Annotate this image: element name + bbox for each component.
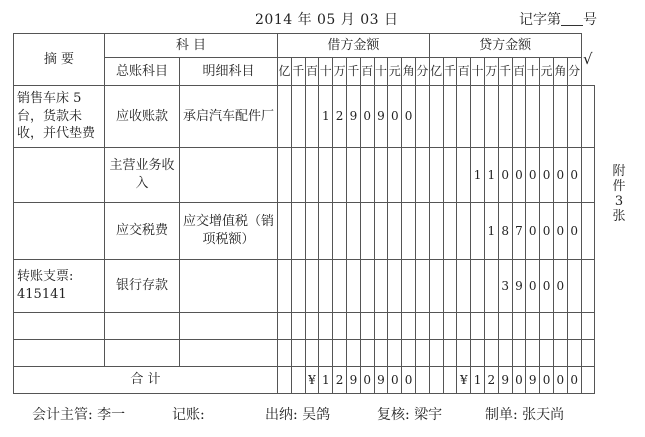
debit-digit-cell xyxy=(415,340,429,367)
debit-digit-cell xyxy=(374,340,388,367)
debit-digit-cell: 9 xyxy=(374,86,388,148)
credit-digit-cell xyxy=(443,148,457,203)
total-credit-digit: 9 xyxy=(526,367,540,394)
preparer-label: 制单: xyxy=(485,407,518,423)
credit-digit-cell xyxy=(443,203,457,260)
attachment-char-2: 件 xyxy=(612,179,626,194)
debit-digit-cell xyxy=(278,86,292,148)
debit-digit-cell xyxy=(360,203,374,260)
cashier-signature xyxy=(265,404,330,424)
total-debit-digit: 9 xyxy=(346,367,360,394)
credit-digit-cell xyxy=(498,86,512,148)
credit-digit-cell xyxy=(540,313,554,340)
debit-digit-cell xyxy=(346,260,360,313)
accountant-label: 会计主管: xyxy=(32,407,93,423)
entry-detail-ledger: 承启汽车配件厂 xyxy=(180,86,278,148)
debit-digit-cell xyxy=(291,340,305,367)
total-credit-digit: 9 xyxy=(498,367,512,394)
credit-digit-cell: 7 xyxy=(512,203,526,260)
entry-summary xyxy=(14,203,105,260)
credit-digit-cell xyxy=(526,340,540,367)
debit-digit-cell xyxy=(333,340,347,367)
preparer-name: 张天尚 xyxy=(522,407,565,423)
entry-row xyxy=(14,203,595,260)
debit-digit-cell xyxy=(374,260,388,313)
credit-digit-cell: 8 xyxy=(498,203,512,260)
total-credit-digit: 0 xyxy=(540,367,554,394)
debit-digit-cell xyxy=(346,203,360,260)
credit-digit-cell: 0 xyxy=(526,260,540,313)
debit-digit-cell xyxy=(278,148,292,203)
debit-digit-cell xyxy=(291,148,305,203)
bookkeeper-label: 记账: xyxy=(172,407,205,423)
credit-digit-cell xyxy=(429,340,443,367)
debit-digit-cell xyxy=(374,313,388,340)
credit-digit-cell xyxy=(443,340,457,367)
debit-digit-cell xyxy=(278,260,292,313)
debit-digit-cell xyxy=(319,340,333,367)
total-debit-digit: 0 xyxy=(388,367,402,394)
credit-digit-cell xyxy=(484,313,498,340)
total-credit-digit: ¥ xyxy=(457,367,471,394)
total-debit-digit: 2 xyxy=(333,367,347,394)
debit-digit-cell: 0 xyxy=(388,86,402,148)
debit-digit-header: 千 xyxy=(346,58,360,86)
reviewer-label: 复核: xyxy=(377,407,410,423)
credit-digit-cell xyxy=(443,86,457,148)
debit-digit-header: 万 xyxy=(333,58,347,86)
debit-digit-cell xyxy=(305,260,319,313)
credit-digit-cell xyxy=(553,340,567,367)
debit-digit-cell xyxy=(278,340,292,367)
reviewer-name: 梁宇 xyxy=(414,407,443,423)
debit-digit-cell xyxy=(305,340,319,367)
total-debit-digit: 1 xyxy=(319,367,333,394)
debit-digit-cell xyxy=(305,86,319,148)
check-mark: √ xyxy=(581,34,594,86)
total-credit-digit: 0 xyxy=(512,367,526,394)
total-debit-digit xyxy=(291,367,305,394)
debit-digit-cell xyxy=(291,86,305,148)
debit-digit-header: 分 xyxy=(415,58,429,86)
credit-digit-cell xyxy=(484,86,498,148)
credit-digit-cell: 0 xyxy=(540,203,554,260)
voucher-number xyxy=(519,9,597,29)
cashier-label: 出纳: xyxy=(265,407,298,423)
debit-digit-cell xyxy=(388,340,402,367)
bookkeeper-signature xyxy=(172,404,205,424)
header-debit: 借方金额 xyxy=(278,34,430,58)
total-credit-digit: 2 xyxy=(484,367,498,394)
total-debit-digit: ¥ xyxy=(305,367,319,394)
credit-digit-cell xyxy=(429,148,443,203)
credit-digit-cell xyxy=(553,86,567,148)
credit-digit-cell: 0 xyxy=(567,203,581,260)
header-detail-ledger: 明细科目 xyxy=(180,58,278,86)
debit-digit-cell xyxy=(319,148,333,203)
credit-digit-cell xyxy=(567,260,581,313)
debit-digit-cell xyxy=(333,313,347,340)
total-debit-digit xyxy=(278,367,292,394)
credit-digit-header: 万 xyxy=(484,58,498,86)
debit-digit-header: 百 xyxy=(360,58,374,86)
credit-digit-cell xyxy=(443,260,457,313)
debit-digit-header: 十 xyxy=(319,58,333,86)
debit-digit-header: 千 xyxy=(291,58,305,86)
credit-digit-header: 元 xyxy=(540,58,554,86)
credit-digit-header: 分 xyxy=(567,58,581,86)
debit-digit-header: 元 xyxy=(388,58,402,86)
debit-digit-cell xyxy=(388,203,402,260)
debit-digit-cell xyxy=(374,148,388,203)
debit-digit-cell xyxy=(360,313,374,340)
credit-digit-cell: 0 xyxy=(553,260,567,313)
credit-digit-cell xyxy=(553,313,567,340)
credit-digit-cell xyxy=(471,313,485,340)
credit-digit-cell xyxy=(457,148,471,203)
credit-digit-cell xyxy=(526,86,540,148)
debit-digit-cell: 2 xyxy=(333,86,347,148)
entry-check-cell xyxy=(581,203,594,260)
debit-digit-cell xyxy=(346,148,360,203)
debit-digit-cell xyxy=(305,203,319,260)
total-credit-digit: 1 xyxy=(471,367,485,394)
debit-digit-cell: 9 xyxy=(346,86,360,148)
entry-general-ledger: 应收账款 xyxy=(105,86,180,148)
total-debit-digit xyxy=(415,367,429,394)
credit-digit-cell: 3 xyxy=(498,260,512,313)
voucher-prefix: 记字第 xyxy=(519,12,561,28)
header-general-ledger: 总账科目 xyxy=(105,58,180,86)
debit-digit-cell xyxy=(333,260,347,313)
attachment-char-1: 附 xyxy=(612,164,626,179)
credit-digit-cell xyxy=(512,340,526,367)
credit-digit-cell xyxy=(540,86,554,148)
credit-digit-cell xyxy=(471,203,485,260)
entry-general-ledger xyxy=(105,313,180,340)
credit-digit-cell xyxy=(498,313,512,340)
debit-digit-cell: 0 xyxy=(402,86,416,148)
debit-digit-cell xyxy=(278,203,292,260)
credit-digit-header: 百 xyxy=(512,58,526,86)
attachment-count xyxy=(609,164,629,224)
credit-digit-cell: 9 xyxy=(512,260,526,313)
entry-summary: 销售车床 5 台，货款未收，并代垫费 xyxy=(14,86,105,148)
entry-general-ledger: 主营业务收入 xyxy=(105,148,180,203)
credit-digit-cell xyxy=(429,313,443,340)
debit-digit-cell xyxy=(319,260,333,313)
debit-digit-cell xyxy=(346,313,360,340)
entry-check-cell xyxy=(581,260,594,313)
entry-detail-ledger xyxy=(180,260,278,313)
credit-digit-cell: 0 xyxy=(498,148,512,203)
preparer-signature xyxy=(485,404,564,424)
debit-digit-header: 角 xyxy=(402,58,416,86)
entry-general-ledger: 银行存款 xyxy=(105,260,180,313)
credit-digit-cell xyxy=(471,340,485,367)
credit-digit-cell xyxy=(540,340,554,367)
entry-detail-ledger xyxy=(180,340,278,367)
debit-digit-cell xyxy=(291,313,305,340)
credit-digit-cell xyxy=(429,86,443,148)
debit-digit-cell xyxy=(319,203,333,260)
entry-summary xyxy=(14,148,105,203)
debit-digit-cell xyxy=(374,203,388,260)
entry-check-cell xyxy=(581,340,594,367)
credit-digit-cell: 1 xyxy=(484,148,498,203)
entry-detail-ledger: 应交增值税（销项税额） xyxy=(180,203,278,260)
credit-digit-cell xyxy=(457,86,471,148)
total-label: 合 计 xyxy=(14,367,278,394)
credit-digit-cell xyxy=(471,260,485,313)
credit-digit-cell xyxy=(567,340,581,367)
entry-general-ledger xyxy=(105,340,180,367)
credit-digit-cell xyxy=(429,203,443,260)
credit-digit-cell: 0 xyxy=(540,148,554,203)
total-credit-digit xyxy=(429,367,443,394)
credit-digit-cell xyxy=(498,340,512,367)
credit-digit-header: 十 xyxy=(526,58,540,86)
debit-digit-header: 百 xyxy=(305,58,319,86)
credit-digit-header: 千 xyxy=(498,58,512,86)
credit-digit-cell xyxy=(567,313,581,340)
credit-digit-cell xyxy=(512,86,526,148)
total-debit-digit: 0 xyxy=(360,367,374,394)
total-credit-digit: 0 xyxy=(553,367,567,394)
credit-digit-header: 百 xyxy=(457,58,471,86)
debit-digit-cell: 0 xyxy=(360,86,374,148)
credit-digit-cell: 0 xyxy=(553,148,567,203)
credit-digit-header: 十 xyxy=(471,58,485,86)
entry-detail-ledger xyxy=(180,148,278,203)
debit-digit-cell: 1 xyxy=(319,86,333,148)
credit-digit-cell xyxy=(457,340,471,367)
entry-check-cell xyxy=(581,313,594,340)
debit-digit-cell xyxy=(402,260,416,313)
entry-summary xyxy=(14,340,105,367)
credit-digit-cell xyxy=(429,260,443,313)
credit-digit-cell: 1 xyxy=(484,203,498,260)
debit-digit-cell xyxy=(415,313,429,340)
debit-digit-cell xyxy=(402,203,416,260)
attachment-count-number: 3 xyxy=(614,194,624,209)
accountant-signature xyxy=(32,404,125,424)
entry-row xyxy=(14,86,595,148)
debit-digit-cell xyxy=(360,340,374,367)
attachment-char-4: 张 xyxy=(612,209,626,224)
cashier-name: 吴鸽 xyxy=(302,407,331,423)
debit-digit-cell xyxy=(333,203,347,260)
debit-digit-cell xyxy=(305,148,319,203)
header-summary: 摘 要 xyxy=(14,34,105,86)
entry-check-cell xyxy=(581,86,594,148)
entry-row xyxy=(14,148,595,203)
credit-digit-cell xyxy=(512,313,526,340)
debit-digit-header: 亿 xyxy=(278,58,292,86)
total-credit-digit xyxy=(443,367,457,394)
reviewer-signature xyxy=(377,404,442,424)
credit-digit-cell xyxy=(484,340,498,367)
debit-digit-cell xyxy=(319,313,333,340)
debit-digit-cell xyxy=(415,86,429,148)
credit-digit-cell xyxy=(457,313,471,340)
credit-digit-cell: 1 xyxy=(471,148,485,203)
credit-digit-cell: 0 xyxy=(512,148,526,203)
entry-general-ledger: 应交税费 xyxy=(105,203,180,260)
credit-digit-cell: 0 xyxy=(553,203,567,260)
credit-digit-cell xyxy=(526,313,540,340)
total-debit-digit: 0 xyxy=(402,367,416,394)
credit-digit-cell: 0 xyxy=(526,148,540,203)
debit-digit-cell xyxy=(333,148,347,203)
voucher-number-blank xyxy=(561,11,583,26)
debit-digit-cell xyxy=(360,148,374,203)
entry-detail-ledger xyxy=(180,313,278,340)
credit-digit-cell xyxy=(471,86,485,148)
debit-digit-header: 十 xyxy=(374,58,388,86)
debit-digit-cell xyxy=(291,260,305,313)
total-check-cell xyxy=(581,367,594,394)
debit-digit-cell xyxy=(388,260,402,313)
voucher-date: 2014 年 05 月 03 日 xyxy=(255,12,399,28)
debit-digit-cell xyxy=(305,313,319,340)
header-credit: 贷方金额 xyxy=(429,34,581,58)
debit-digit-cell xyxy=(360,260,374,313)
credit-digit-cell xyxy=(443,313,457,340)
debit-digit-cell xyxy=(346,340,360,367)
debit-digit-cell xyxy=(388,148,402,203)
accountant-name: 李一 xyxy=(97,407,126,423)
debit-digit-cell xyxy=(278,313,292,340)
credit-digit-header: 角 xyxy=(553,58,567,86)
debit-digit-cell xyxy=(291,203,305,260)
entry-row xyxy=(14,313,595,340)
credit-digit-cell xyxy=(457,260,471,313)
total-row xyxy=(14,367,595,394)
entry-summary: 转账支票: 415141 xyxy=(14,260,105,313)
debit-digit-cell xyxy=(402,313,416,340)
credit-digit-cell xyxy=(484,260,498,313)
header-subject: 科 目 xyxy=(105,34,278,58)
total-credit-digit: 0 xyxy=(567,367,581,394)
voucher-suffix: 号 xyxy=(583,12,597,28)
credit-digit-cell: 0 xyxy=(567,148,581,203)
total-debit-digit: 9 xyxy=(374,367,388,394)
entry-row xyxy=(14,260,595,313)
debit-digit-cell xyxy=(402,340,416,367)
debit-digit-cell xyxy=(402,148,416,203)
entry-check-cell xyxy=(581,148,594,203)
credit-digit-cell: 0 xyxy=(540,260,554,313)
voucher-table xyxy=(13,33,595,394)
credit-digit-header: 亿 xyxy=(429,58,443,86)
debit-digit-cell xyxy=(415,260,429,313)
entry-row xyxy=(14,340,595,367)
debit-digit-cell xyxy=(415,203,429,260)
credit-digit-cell xyxy=(567,86,581,148)
credit-digit-cell xyxy=(457,203,471,260)
debit-digit-cell xyxy=(388,313,402,340)
credit-digit-header: 千 xyxy=(443,58,457,86)
debit-digit-cell xyxy=(415,148,429,203)
entry-summary xyxy=(14,313,105,340)
credit-digit-cell: 0 xyxy=(526,203,540,260)
